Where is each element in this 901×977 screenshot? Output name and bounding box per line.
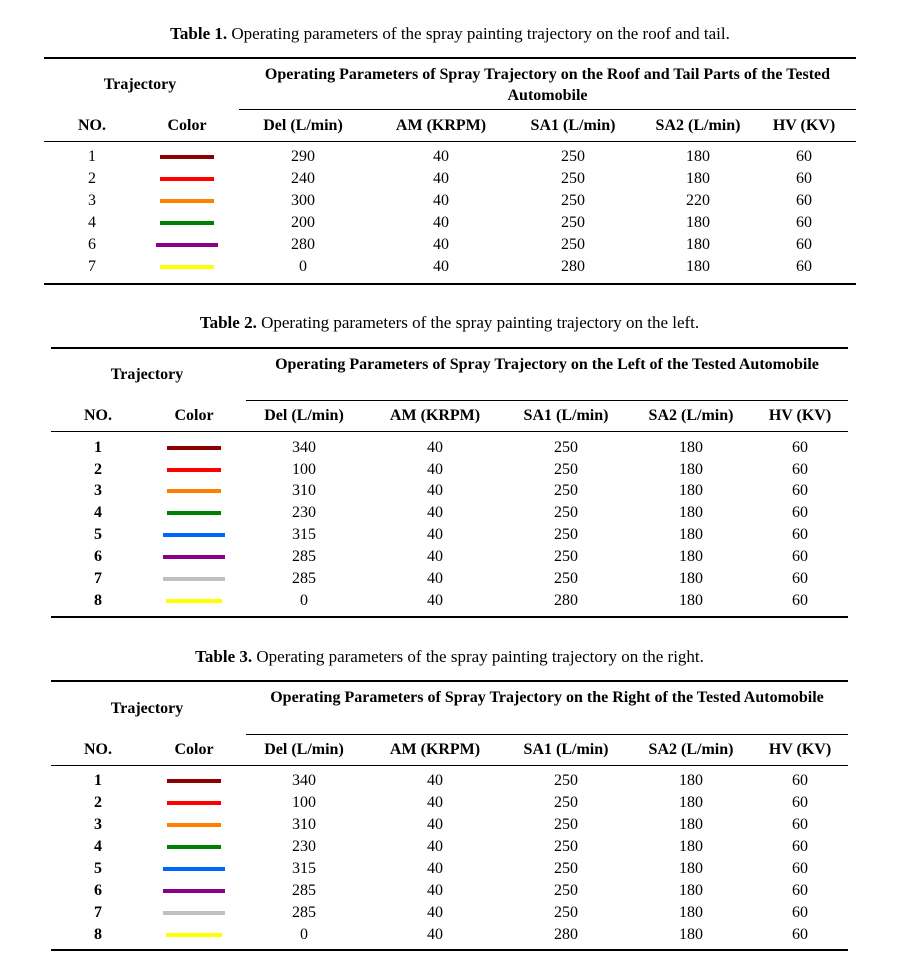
cell-hv: 60 (792, 904, 808, 921)
cell-sa1: 250 (554, 772, 578, 789)
cell-am: 40 (427, 838, 443, 855)
caption-text: Operating parameters of the spray painting trajectory on the left. (256, 313, 700, 332)
cell-am: 40 (427, 439, 443, 456)
cell-sa1: 250 (554, 548, 578, 565)
cell-sa2: 180 (679, 860, 703, 877)
color-swatch (166, 599, 222, 603)
cell-sa1: 280 (554, 592, 578, 609)
column-header: SA1 (L/min) (523, 407, 609, 424)
cell-hv: 60 (796, 214, 812, 231)
cell-hv: 60 (792, 926, 808, 943)
group-header: Operating Parameters of Spray Trajectory on the Roof and Tail Parts of the Tested Automobile (264, 66, 831, 104)
cell-sa2: 180 (686, 148, 710, 165)
color-swatch (167, 845, 221, 849)
cell-am: 40 (433, 214, 449, 231)
cell-hv: 60 (792, 461, 808, 478)
column-header: HV (KV) (768, 407, 832, 424)
cell-del: 340 (292, 439, 316, 456)
caption-label: Table 3. (195, 647, 253, 666)
column-header: SA1 (L/min) (530, 117, 616, 134)
cell-sa2: 180 (679, 570, 703, 587)
cell-sa2: 180 (686, 236, 710, 253)
cell-sa1: 250 (554, 570, 578, 587)
column-header: Del (L/min) (264, 741, 344, 758)
bottom-rule (51, 949, 848, 951)
cell-no: 2 (94, 461, 102, 478)
cell-sa1: 250 (554, 439, 578, 456)
caption-text: Operating parameters of the spray painting trajectory on the roof and tail. (227, 24, 730, 43)
cell-no: 8 (94, 926, 102, 943)
cell-no: 1 (94, 439, 102, 456)
cell-sa1: 250 (554, 860, 578, 877)
cell-no: 3 (94, 482, 102, 499)
column-header: Del (L/min) (264, 407, 344, 424)
cell-hv: 60 (792, 772, 808, 789)
cell-del: 0 (300, 592, 308, 609)
cell-hv: 60 (796, 236, 812, 253)
cell-no: 8 (94, 592, 102, 609)
cell-del: 285 (292, 904, 316, 921)
color-swatch (163, 555, 225, 559)
cell-am: 40 (427, 816, 443, 833)
cell-del: 100 (292, 794, 316, 811)
column-header: SA1 (L/min) (523, 741, 609, 758)
cell-sa1: 250 (561, 170, 585, 187)
cell-del: 310 (292, 482, 316, 499)
cell-no: 4 (94, 504, 102, 521)
cell-no: 7 (94, 570, 102, 587)
cell-sa2: 180 (679, 461, 703, 478)
column-header: SA2 (L/min) (655, 117, 741, 134)
cell-am: 40 (427, 570, 443, 587)
cell-del: 285 (292, 548, 316, 565)
cell-hv: 60 (792, 548, 808, 565)
group-header: Operating Parameters of Spray Trajectory on the Left of the Tested Automobile (275, 356, 819, 373)
cell-sa1: 250 (554, 482, 578, 499)
color-swatch (156, 243, 218, 247)
column-header: HV (KV) (768, 741, 832, 758)
table-1 (44, 20, 856, 287)
cell-no: 2 (88, 170, 96, 187)
cell-sa1: 250 (554, 526, 578, 543)
header-rule (44, 141, 856, 142)
cell-no: 3 (88, 192, 96, 209)
column-header: NO. (84, 407, 112, 424)
cell-sa1: 280 (561, 258, 585, 275)
cell-del: 200 (291, 214, 315, 231)
cell-no: 2 (94, 794, 102, 811)
column-header: SA2 (L/min) (648, 407, 734, 424)
cell-no: 4 (88, 214, 96, 231)
cell-am: 40 (427, 592, 443, 609)
cell-sa2: 180 (679, 592, 703, 609)
cell-am: 40 (427, 794, 443, 811)
color-swatch (163, 533, 225, 537)
cell-hv: 60 (792, 526, 808, 543)
cell-hv: 60 (792, 794, 808, 811)
table-caption (51, 313, 848, 333)
group-rule (239, 109, 856, 110)
cell-sa2: 180 (679, 838, 703, 855)
group-header: Operating Parameters of Spray Trajectory on the Right of the Tested Automobile (270, 689, 824, 706)
cell-del: 285 (292, 882, 316, 899)
table-caption (51, 647, 848, 667)
column-header: AM (KRPM) (389, 407, 481, 424)
cell-no: 6 (88, 236, 96, 253)
cell-sa1: 250 (561, 214, 585, 231)
cell-am: 40 (433, 170, 449, 187)
cell-sa2: 180 (679, 794, 703, 811)
group-rule (246, 734, 848, 735)
cell-del: 290 (291, 148, 315, 165)
column-header: SA2 (L/min) (648, 741, 734, 758)
cell-am: 40 (427, 482, 443, 499)
cell-hv: 60 (792, 504, 808, 521)
cell-del: 280 (291, 236, 315, 253)
cell-am: 40 (427, 904, 443, 921)
cell-no: 1 (88, 148, 96, 165)
color-swatch (163, 867, 225, 871)
cell-sa1: 250 (554, 461, 578, 478)
cell-hv: 60 (792, 838, 808, 855)
cell-sa1: 250 (554, 904, 578, 921)
cell-am: 40 (433, 148, 449, 165)
cell-am: 40 (427, 926, 443, 943)
cell-del: 285 (292, 570, 316, 587)
cell-sa2: 180 (686, 258, 710, 275)
cell-sa2: 220 (686, 192, 710, 209)
cell-sa2: 180 (679, 882, 703, 899)
color-swatch (167, 801, 221, 805)
cell-am: 40 (427, 526, 443, 543)
cell-del: 100 (292, 461, 316, 478)
cell-sa2: 180 (679, 548, 703, 565)
cell-no: 5 (94, 526, 102, 543)
cell-hv: 60 (792, 570, 808, 587)
bottom-rule (44, 283, 856, 285)
column-header: NO. (84, 741, 112, 758)
cell-sa2: 180 (686, 214, 710, 231)
bottom-rule (51, 616, 848, 618)
color-swatch (167, 468, 221, 472)
cell-del: 0 (300, 926, 308, 943)
cell-hv: 60 (792, 816, 808, 833)
cell-sa2: 180 (679, 904, 703, 921)
cell-hv: 60 (796, 192, 812, 209)
cell-hv: 60 (796, 148, 812, 165)
header-rule (51, 765, 848, 766)
cell-hv: 60 (792, 860, 808, 877)
cell-sa2: 180 (679, 926, 703, 943)
color-swatch (160, 155, 214, 159)
column-header: Color (167, 117, 207, 134)
cell-am: 40 (427, 860, 443, 877)
column-header: Color (174, 741, 214, 758)
top-rule (51, 347, 848, 349)
table-caption (44, 24, 856, 44)
cell-am: 40 (433, 192, 449, 209)
cell-am: 40 (427, 504, 443, 521)
color-swatch (166, 933, 222, 937)
cell-no: 4 (94, 838, 102, 855)
trajectory-header: Trajectory (103, 76, 177, 93)
cell-am: 40 (433, 236, 449, 253)
cell-sa2: 180 (679, 526, 703, 543)
table-3 (51, 645, 848, 953)
cell-am: 40 (433, 258, 449, 275)
color-swatch (163, 889, 225, 893)
cell-hv: 60 (796, 170, 812, 187)
top-rule (44, 57, 856, 59)
cell-sa1: 250 (554, 882, 578, 899)
table-2 (51, 311, 848, 620)
cell-del: 340 (292, 772, 316, 789)
cell-no: 6 (94, 882, 102, 899)
cell-del: 230 (292, 504, 316, 521)
column-header: Color (174, 407, 214, 424)
column-header: HV (KV) (772, 117, 836, 134)
color-swatch (160, 199, 214, 203)
cell-del: 230 (292, 838, 316, 855)
cell-sa1: 250 (561, 148, 585, 165)
color-swatch (160, 177, 214, 181)
cell-sa1: 250 (554, 838, 578, 855)
cell-sa1: 250 (554, 504, 578, 521)
cell-sa1: 280 (554, 926, 578, 943)
column-header: AM (KRPM) (395, 117, 487, 134)
trajectory-header: Trajectory (110, 700, 184, 717)
cell-sa2: 180 (686, 170, 710, 187)
caption-label: Table 1. (170, 24, 228, 43)
cell-sa1: 250 (554, 816, 578, 833)
cell-no: 1 (94, 772, 102, 789)
column-header: Del (L/min) (263, 117, 343, 134)
cell-hv: 60 (792, 482, 808, 499)
color-swatch (167, 446, 221, 450)
cell-hv: 60 (792, 439, 808, 456)
cell-am: 40 (427, 548, 443, 565)
color-swatch (160, 221, 214, 225)
cell-sa2: 180 (679, 482, 703, 499)
cell-del: 240 (291, 170, 315, 187)
group-rule (246, 400, 848, 401)
column-header: AM (KRPM) (389, 741, 481, 758)
caption-text: Operating parameters of the spray painting trajectory on the right. (252, 647, 704, 666)
cell-del: 315 (292, 860, 316, 877)
cell-del: 0 (299, 258, 307, 275)
cell-am: 40 (427, 882, 443, 899)
cell-sa1: 250 (554, 794, 578, 811)
color-swatch (163, 911, 225, 915)
cell-sa1: 250 (561, 192, 585, 209)
cell-hv: 60 (796, 258, 812, 275)
cell-hv: 60 (792, 882, 808, 899)
color-swatch (167, 779, 221, 783)
cell-sa2: 180 (679, 816, 703, 833)
cell-sa2: 180 (679, 772, 703, 789)
cell-no: 7 (94, 904, 102, 921)
cell-no: 7 (88, 258, 96, 275)
cell-sa2: 180 (679, 504, 703, 521)
cell-am: 40 (427, 772, 443, 789)
color-swatch (167, 823, 221, 827)
cell-hv: 60 (792, 592, 808, 609)
color-swatch (167, 489, 221, 493)
cell-del: 300 (291, 192, 315, 209)
color-swatch (163, 577, 225, 581)
cell-del: 310 (292, 816, 316, 833)
cell-am: 40 (427, 461, 443, 478)
color-swatch (167, 511, 221, 515)
trajectory-header: Trajectory (110, 366, 184, 383)
cell-no: 3 (94, 816, 102, 833)
header-rule (51, 431, 848, 432)
top-rule (51, 680, 848, 682)
cell-no: 5 (94, 860, 102, 877)
cell-no: 6 (94, 548, 102, 565)
column-header: NO. (78, 117, 106, 134)
cell-sa1: 250 (561, 236, 585, 253)
cell-sa2: 180 (679, 439, 703, 456)
caption-label: Table 2. (199, 313, 257, 332)
cell-del: 315 (292, 526, 316, 543)
color-swatch (160, 265, 214, 269)
